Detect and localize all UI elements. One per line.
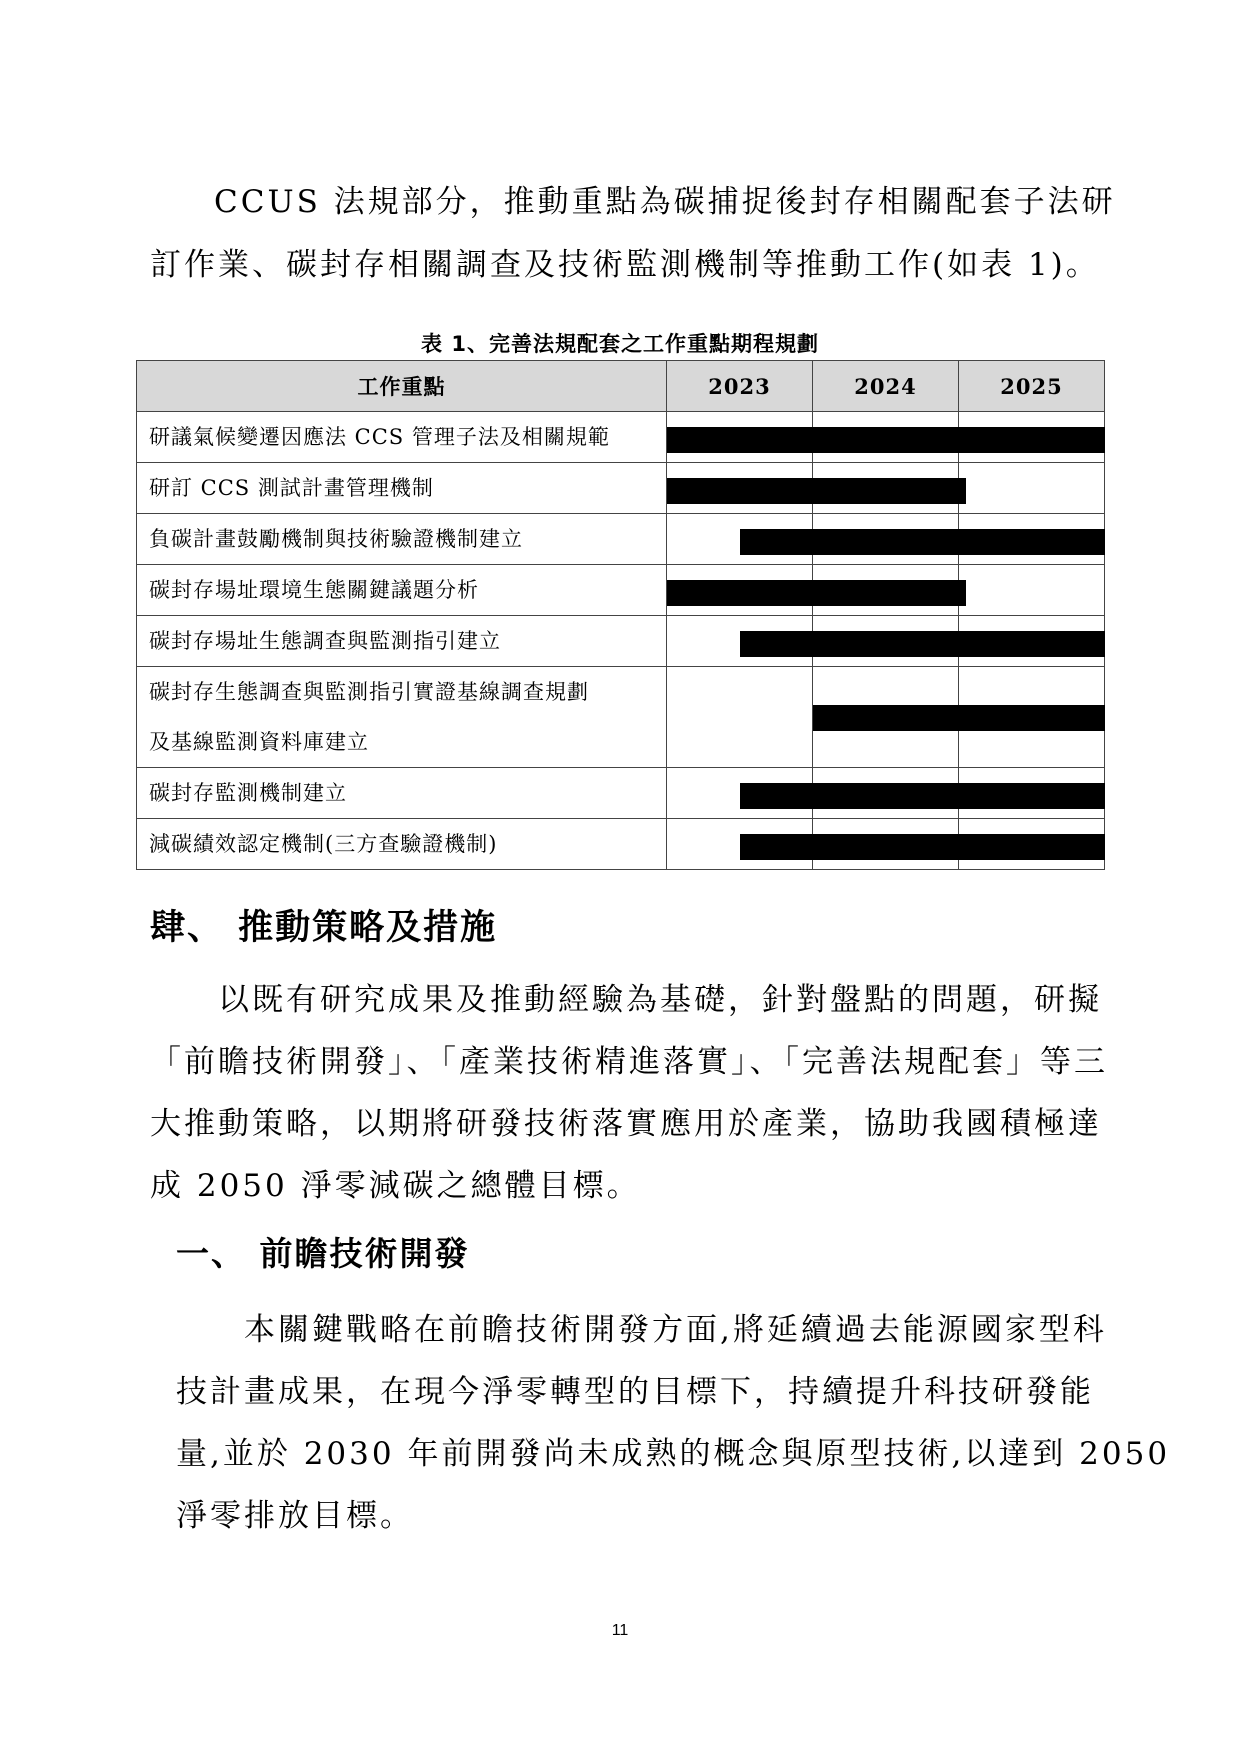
task-label-line-1: 碳封存生態調查與監測指引實證基線調查規劃 (149, 680, 589, 704)
intro-line-1: CCUS 法規部分，推動重點為碳捕捉後封存相關配套子法研 (214, 184, 1116, 220)
table-row (137, 819, 1105, 870)
gantt-cell-2023 (667, 819, 813, 870)
task-label: 碳封存場址環境生態關鍵議題分析 (137, 565, 667, 616)
section-heading: 肆、 推動策略及措施 (150, 908, 498, 948)
gantt-cell-2023 (667, 565, 813, 616)
gantt-bar (667, 427, 1105, 453)
gantt-cell-2023 (667, 616, 813, 667)
gantt-bar (813, 705, 1105, 731)
task-label: 研議氣候變遷因應法 CCS 管理子法及相關規範 (137, 412, 667, 463)
header-task: 工作重點 (137, 361, 667, 412)
task-label: 碳封存場址生態調查與監測指引建立 (137, 616, 667, 667)
gantt-cell-2023 (667, 463, 813, 514)
table-caption: 表 1、完善法規配套之工作重點期程規劃 (421, 332, 819, 356)
gantt-cell-2025 (959, 463, 1105, 514)
gantt-bar (667, 580, 966, 606)
section4-line-1: 以既有研究成果及推動經驗為基礎，針對盤點的問題，研擬 (218, 982, 1102, 1018)
table-row (137, 565, 1105, 616)
table-row (137, 768, 1105, 819)
table-row (137, 616, 1105, 667)
table-row (137, 463, 1105, 514)
section4-line-4: 成 2050 淨零減碳之總體目標。 (150, 1168, 641, 1204)
gantt-cell-2023 (667, 514, 813, 565)
page-number: 11 (611, 1622, 629, 1639)
task-label: 減碳績效認定機制(三方查驗證機制) (137, 819, 667, 870)
intro-line-2: 訂作業、碳封存相關調查及技術監測機制等推動工作(如表 1)。 (150, 247, 1100, 283)
gantt-bar (740, 783, 1105, 809)
table-header-row (137, 361, 1105, 412)
task-label-line-2: 及基線監測資料庫建立 (149, 730, 369, 754)
gantt-bar (740, 529, 1105, 555)
section4-line-2: 「前瞻技術開發」、「產業技術精進落實」、「完善法規配套」等三 (150, 1044, 1108, 1080)
subsection-line-2: 技計畫成果，在現今淨零轉型的目標下，持續提升科技研發能 (176, 1374, 1094, 1410)
task-label (137, 667, 667, 768)
header-year-2023: 2023 (667, 361, 813, 412)
task-label: 負碳計畫鼓勵機制與技術驗證機制建立 (137, 514, 667, 565)
gantt-cell-2023 (667, 412, 813, 463)
subsection-heading: 一、 前瞻技術開發 (176, 1234, 470, 1273)
subsection-line-1: 本關鍵戰略在前瞻技術開發方面,將延續過去能源國家型科 (244, 1312, 1107, 1348)
gantt-cell-2023 (667, 768, 813, 819)
gantt-cell-2023 (667, 667, 813, 768)
table-row (137, 667, 1105, 768)
task-label: 研訂 CCS 測試計畫管理機制 (137, 463, 667, 514)
gantt-cell-2025 (959, 565, 1105, 616)
header-year-2025: 2025 (959, 361, 1105, 412)
table-row (137, 412, 1105, 463)
gantt-bar (740, 834, 1105, 860)
subsection-line-4: 淨零排放目標。 (176, 1498, 414, 1534)
table-row (137, 514, 1105, 565)
gantt-bar (740, 631, 1105, 657)
schedule-table (136, 360, 1105, 870)
section4-line-3: 大推動策略，以期將研發技術落實應用於產業，協助我國積極達 (150, 1106, 1102, 1142)
header-year-2024: 2024 (813, 361, 959, 412)
gantt-bar (667, 478, 966, 504)
subsection-line-3: 量,並於 2030 年前開發尚未成熟的概念與原型技術,以達到 2050 (176, 1436, 1171, 1472)
task-label: 碳封存監測機制建立 (137, 768, 667, 819)
